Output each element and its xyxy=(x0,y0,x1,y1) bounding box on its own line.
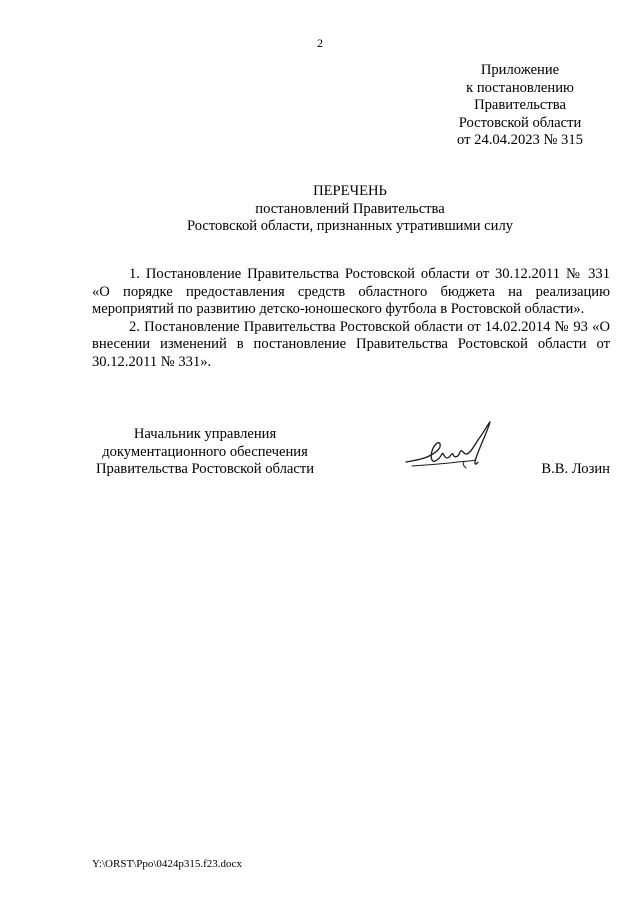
list-item-text: 2. Постановление Правительства Ростовской области от 14.02.2014 № 93 «О внесении изменений в постановление Правительства Ростовской области от 30.12.2011 № 331». xyxy=(92,318,610,370)
title-subtitle-line: Ростовской области, признанных утратившими силу xyxy=(186,218,514,234)
handwritten-signature xyxy=(396,418,516,484)
signer-position-line: Начальник управления xyxy=(133,426,277,442)
list-item-text: 1. Постановление Правительства Ростовской области от 30.12.2011 № 331 «О порядке предоставления средств областного бюджета на реализацию мероприятий по развитию детско-юношеского футбола в Ростовской области». xyxy=(92,266,610,317)
appendix-line: Правительства xyxy=(474,97,566,113)
signer-position-line: Правительства Ростовской области xyxy=(95,461,315,477)
title-subtitle-line: постановлений Правительства xyxy=(255,200,445,217)
file-path: Y:\ORST\Ppo\0424p315.f23.docx xyxy=(92,858,242,870)
appendix-line: Ростовской области xyxy=(458,114,582,131)
signer-name: В.В. Лозин xyxy=(541,461,610,477)
appendix-line: Приложение xyxy=(480,62,560,78)
document-title xyxy=(40,183,640,236)
signer-position-line: документационного обеспечения xyxy=(102,443,308,460)
page-number: 2 xyxy=(317,36,323,50)
title-heading: ПЕРЕЧЕНЬ xyxy=(313,183,387,199)
appendix-line: от 24.04.2023 № 315 xyxy=(457,132,583,148)
list-item xyxy=(92,266,610,319)
signer-position xyxy=(92,426,318,479)
signature-block xyxy=(92,426,610,486)
appendix-line: к постановлению xyxy=(466,79,574,96)
appendix-header xyxy=(430,62,610,150)
list-item xyxy=(92,319,610,372)
repealed-list xyxy=(92,266,610,371)
